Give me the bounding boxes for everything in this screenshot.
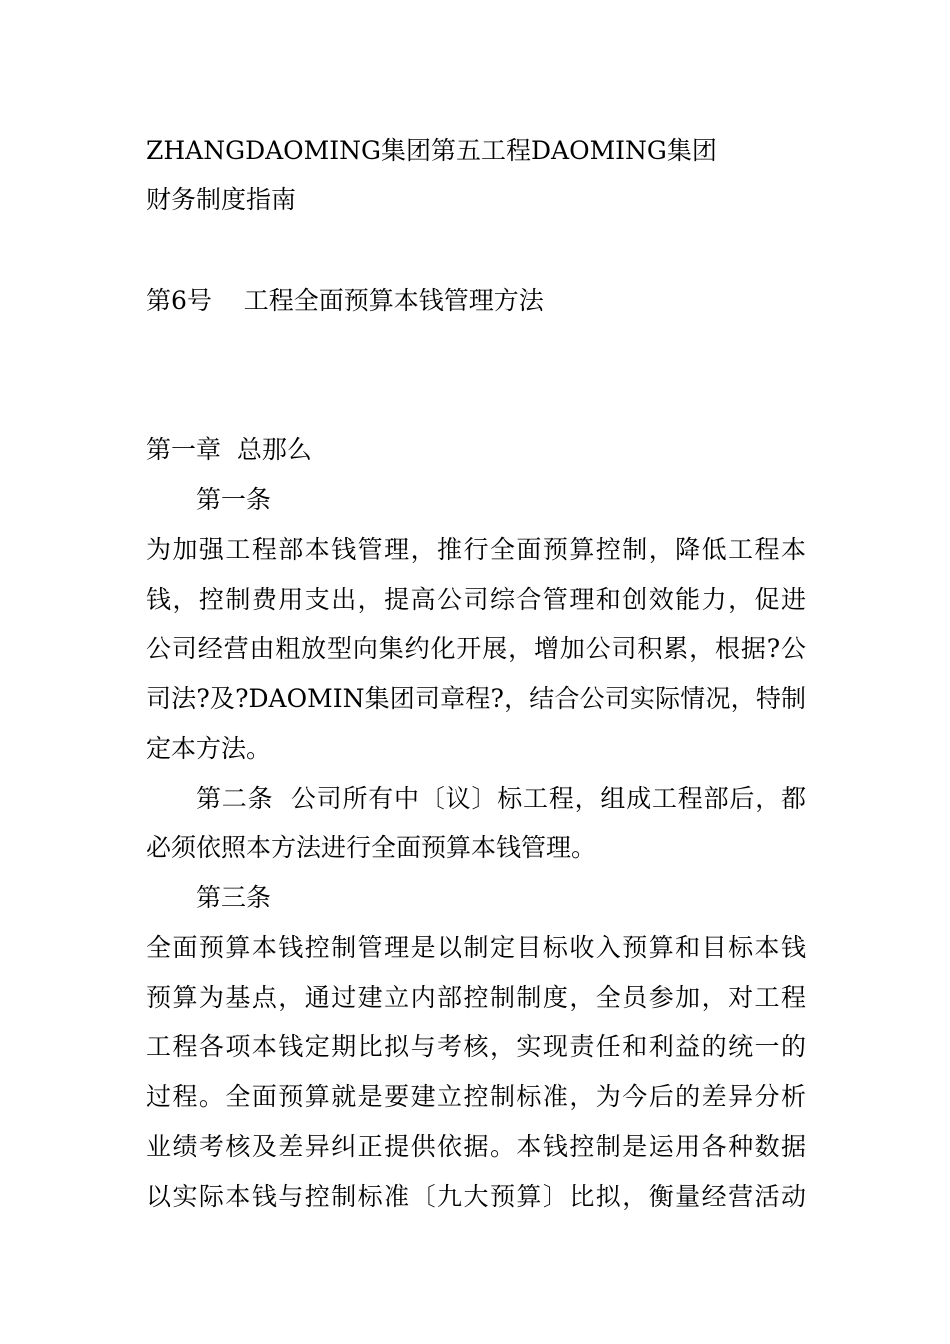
- paragraph-line: 必须依照本方法进行全面预算本钱管理。: [146, 833, 597, 862]
- paragraph-line: 司法?及?DAOMIN集团司章程?，结合公司实际情况，特制: [146, 684, 806, 713]
- paragraph-line: 以实际本钱与控制标准〔九大预算〕比拟，衡量经营活动: [146, 1182, 806, 1211]
- guide-title: 财务制度指南: [146, 185, 297, 214]
- paragraph-line: 全面预算本钱控制管理是以制定目标收入预算和目标本钱: [146, 933, 806, 962]
- paragraph-line: 钱，控制费用支出，提高公司综合管理和创效能力，促进: [146, 585, 806, 614]
- article-2-line: 第二条 公司所有中〔议〕标工程，组成工程部后，都: [196, 784, 806, 813]
- paragraph-line: 定本方法。: [146, 734, 272, 763]
- paragraph-line: 为加强工程部本钱管理，推行全面预算控制，降低工程本: [146, 535, 806, 564]
- paragraph-line: 公司经营由粗放型向集约化开展，增加公司积累，根据?公: [146, 634, 806, 663]
- article-3-heading: 第三条: [196, 883, 272, 912]
- org-line: ZHANGDAOMING集团第五工程DAOMING集团: [146, 136, 717, 165]
- document-title: 第6号 工程全面预算本钱管理方法: [146, 286, 544, 315]
- paragraph-line: 预算为基点，通过建立内部控制制度，全员参加，对工程: [146, 983, 806, 1012]
- article-1-heading: 第一条: [196, 485, 272, 514]
- paragraph-line: 工程各项本钱定期比拟与考核，实现责任和利益的统一的: [146, 1032, 806, 1061]
- chapter-heading: 第一章 总那么: [146, 435, 312, 464]
- paragraph-line: 过程。全面预算就是要建立控制标准，为今后的差异分析: [146, 1082, 806, 1111]
- paragraph-line: 业绩考核及差异纠正提供依据。本钱控制是运用各种数据: [146, 1132, 806, 1161]
